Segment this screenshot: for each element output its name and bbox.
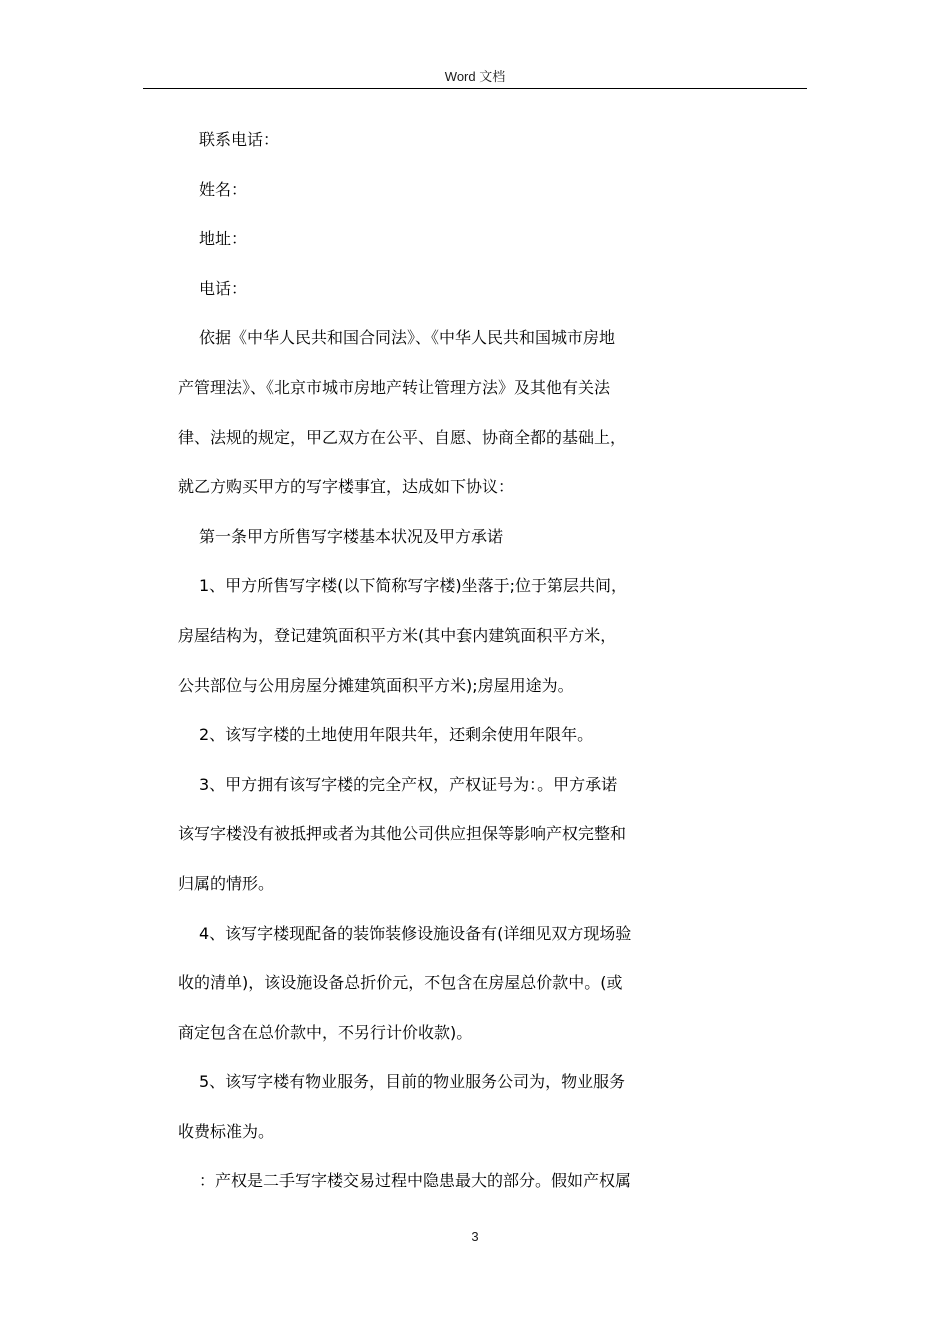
document-body — [178, 127, 808, 1218]
text-line: 归属的情形。 — [178, 873, 275, 893]
text-line: 该写字楼没有被抵押或者为其他公司供应担保等影响产权完整和 — [178, 824, 627, 844]
text-line: 2、该写字楼的土地使用年限共年，还剩余使用年限年。 — [199, 725, 594, 745]
header-divider — [143, 88, 807, 89]
section-heading: 第一条甲方所售写字楼基本状况及甲方承诺 — [199, 526, 504, 546]
text-line: 地址： — [199, 229, 248, 249]
text-line: 收费标准为。 — [178, 1121, 275, 1141]
text-line: 商定包含在总价款中，不另行计价收款)。 — [178, 1022, 473, 1042]
text-line: 姓名： — [199, 179, 248, 199]
text-line: ：产权是二手写字楼交易过程中隐患最大的部分。假如产权属 — [199, 1171, 632, 1191]
text-line: 联系电话： — [199, 130, 280, 149]
page-number: 3 — [471, 1229, 479, 1244]
text-line: 3、甲方拥有该写字楼的完全产权，产权证号为：。甲方承诺 — [199, 774, 618, 794]
text-line: 房屋结构为，登记建筑面积平方米(其中套内建筑面积平方米， — [178, 625, 617, 645]
text-line: 4、该写字楼现配备的装饰装修设施设备有(详细见双方现场验 — [199, 923, 632, 943]
text-line: 1、甲方所售写字楼(以下简称写字楼)坐落于;位于第层共间， — [199, 576, 628, 596]
header-title: Word 文档 — [444, 69, 506, 84]
text-line: 律、法规的规定，甲乙双方在公平、自愿、协商全都的基础上， — [178, 427, 627, 447]
text-line: 收的清单)，该设施设备总折价元，不包含在房屋总价款中。(或 — [178, 973, 623, 993]
text-line: 依据《中华人民共和国合同法》、《中华人民共和国城市房地 — [199, 328, 616, 348]
text-line: 电话： — [199, 278, 248, 298]
text-line: 就乙方购买甲方的写字楼事宜，达成如下协议： — [178, 477, 515, 497]
text-line: 产管理法》、《北京市城市房地产转让管理方法》及其他有关法 — [178, 377, 611, 397]
text-line: 5、该写字楼有物业服务，目前的物业服务公司为，物业服务 — [199, 1072, 626, 1092]
text-line: 公共部位与公用房屋分摊建筑面积平方米);房屋用途为。 — [178, 675, 574, 695]
